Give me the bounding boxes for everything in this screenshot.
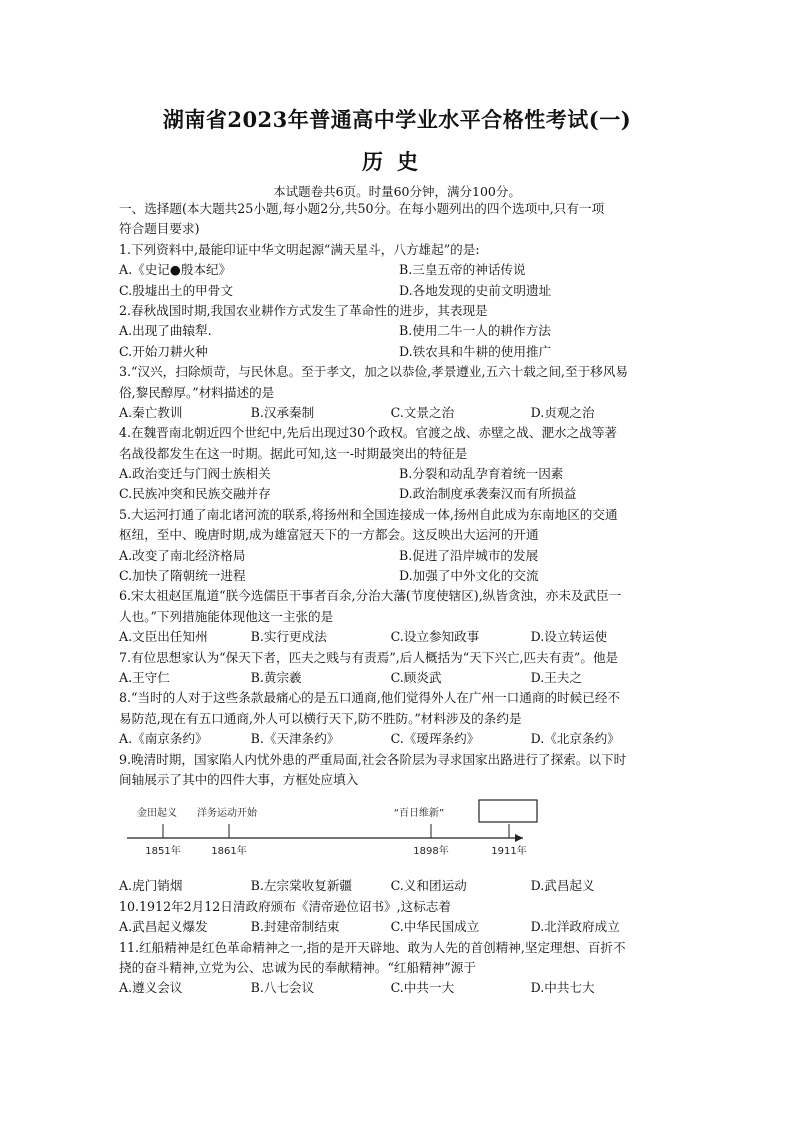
question-11 (119, 938, 679, 999)
subject-title: 历史 (362, 149, 432, 174)
question-2 (119, 301, 679, 362)
answer-option: D.加强了中外文化的交流 (399, 568, 539, 584)
question-stem: 人也。”下列措施能体现他这一主张的是 (119, 608, 334, 624)
answer-option: C.文景之治 (390, 404, 455, 420)
question-stem: 3.“汉兴，扫除烦苛，与民休息。至于孝文，加之以恭俭,孝景遵业,五六十载之间,至于移风易 (119, 364, 629, 380)
section-heading (119, 199, 679, 240)
answer-option: C.民族冲突和民族交融并存 (119, 486, 271, 502)
question-1 (119, 240, 679, 301)
option-row (119, 403, 679, 423)
answer-option: B.促进了沿岸城市的发展 (399, 547, 539, 563)
timeline-figure (119, 794, 679, 876)
option-row (119, 729, 679, 749)
question-3 (119, 362, 679, 423)
question-5 (119, 505, 679, 587)
answer-option: C.顾炎武 (390, 669, 442, 685)
answer-blank-box (479, 800, 537, 822)
answer-option: B.汉承秦制 (250, 404, 315, 420)
answer-option: B.分裂和动乱孕育着统一因素 (399, 466, 564, 482)
option-row (119, 260, 679, 280)
answer-option: C.开始刀耕火种 (119, 343, 208, 359)
option-row (119, 281, 679, 301)
timeline-year: 1851年 (145, 846, 181, 858)
answer-option: A.《史记●殷本纪》 (119, 262, 232, 278)
answer-option: C.义和团运动 (390, 878, 467, 894)
question-stem: 5.大运河打通了南北诸河流的联系,将扬州和全国连接成一体,扬州自此成为东南地区的交通 (119, 506, 618, 522)
option-row (119, 627, 679, 647)
question-stem: 11.红船精神是红色革命精神之一,指的是开天辟地、敢为人先的首创精神,坚定理想、百折不 (119, 939, 626, 955)
answer-option: C.《瑷珲条约》 (390, 731, 480, 747)
option-row (119, 978, 679, 998)
answer-option: A.改变了南北经济格局 (119, 547, 246, 563)
option-row (119, 876, 679, 896)
answer-option: A.《南京条约》 (119, 731, 208, 747)
question-stem: 挠的奋斗精神,立党为公、忠诚为民的奉献精神。“红船精神”源于 (119, 959, 476, 975)
exam-title: 湖南省2023年普通高中学业水平合格性考试(一) (162, 107, 632, 132)
question-stem: 4.在魏晋南北朝近四个世纪中,先后出现过30个政权。官渡之战、赤壁之战、淝水之战等著 (119, 425, 618, 441)
timeline-year: 1911年 (491, 846, 527, 858)
option-row (119, 464, 679, 484)
answer-option: A.出现了曲辕犁. (119, 323, 212, 339)
answer-option: A.遵义会议 (119, 980, 183, 996)
answer-option: B.实行更戍法 (250, 629, 327, 645)
question-7 (119, 648, 679, 689)
answer-option: D.北洋政府成立 (530, 919, 620, 935)
question-stem: 9.晚清时期，国家陷人内忧外患的严重局面,社会各阶层为寻求国家出路进行了探索。以下时 (119, 751, 627, 767)
answer-option: A.政治变迁与门阀士族相关 (119, 466, 271, 482)
answer-option: D.中共七大 (530, 980, 595, 996)
option-row (119, 566, 679, 586)
option-row (119, 484, 679, 504)
section-line: 符合题目要求) (119, 221, 200, 237)
answer-option: B.黄宗羲 (250, 669, 302, 685)
timeline-year: 1861年 (211, 846, 247, 858)
answer-option: A.文臣出任知州 (119, 629, 208, 645)
answer-option: D.王夫之 (530, 669, 583, 685)
answer-option: B.三皇五帝的神话传说 (399, 262, 526, 278)
timeline-event: 金田起义 (137, 808, 177, 820)
question-stem: 6.宋太祖赵匡胤道“朕今选儒臣干事者百余,分治大藩(节度使辖区),纵皆贪浊，亦未及武臣一 (119, 588, 622, 604)
option-row (119, 546, 679, 566)
answer-option: D.《北京条约》 (530, 731, 620, 747)
answer-option: B.左宗棠收复新疆 (250, 878, 353, 894)
answer-option: A.虎门销烟 (119, 878, 183, 894)
timeline-arrow-icon (515, 834, 523, 842)
question-stem: 7.有位思想家认为“保天下者，匹夫之贱与有责焉”,后人概括为“天下兴亡,匹夫有责”。他是 (119, 649, 619, 665)
answer-option: C.中共一大 (390, 980, 455, 996)
question-stem: 1.下列资料中,最能印证中华文明起源“满天星斗，八方雄起”的是: (119, 241, 480, 257)
question-10 (119, 897, 679, 938)
question-6 (119, 586, 679, 647)
question-stem: 名战役都发生在这一时期。据此可知,这一-时期最突出的特征是 (119, 445, 468, 461)
question-stem: 10.1912年2月12日清政府颁布《清帝逊位诏书》,这标志着 (119, 898, 451, 914)
answer-option: D.设立转运使 (530, 629, 608, 645)
answer-option: B.八七会议 (250, 980, 315, 996)
answer-option: A.武昌起义爆发 (119, 919, 208, 935)
timeline-event: “百日维新” (393, 808, 445, 820)
option-row (119, 321, 679, 341)
question-8 (119, 688, 679, 749)
answer-option: B.封建帝制结束 (250, 919, 340, 935)
answer-option: D.铁农具和牛耕的使用推广 (399, 343, 552, 359)
answer-option: A.王守仁 (119, 669, 170, 685)
timeline-event: 洋务运动开始 (197, 808, 257, 820)
option-row (119, 668, 679, 688)
question-stem: 易防范,现在有五口通商,外人可以横行天下,防不胜防。”材料涉及的条约是 (119, 710, 522, 726)
question-stem: 枢纽，至中、晚唐时期,成为雄富冠天下的一方都会。这反映出大运河的开通 (119, 527, 539, 543)
answer-option: C.设立参知政事 (390, 629, 480, 645)
question-4 (119, 423, 679, 505)
question-stem: 8.“当时的人对于这些条款最痛心的是五口通商,他们觉得外人在广州一口通商的时候已经不 (119, 690, 621, 706)
option-row (119, 342, 679, 362)
answer-option: C.殷墟出土的甲骨文 (119, 282, 233, 298)
timeline-svg (119, 794, 539, 876)
answer-option: D.武昌起义 (530, 878, 595, 894)
answer-option: D.贞观之治 (530, 404, 595, 420)
section-line: 一、选择题(本大题共25小题,每小题2分,共50分。在每小题列出的四个选项中,只有一项 (119, 201, 605, 216)
question-stem: 俗,黎民醇厚。”材料描述的是 (119, 384, 275, 400)
question-list (119, 199, 679, 999)
answer-option: C.中华民国成立 (390, 919, 480, 935)
question-9 (119, 750, 679, 897)
answer-option: D.各地发现的史前文明遗址 (399, 282, 552, 298)
answer-option: D.政治制度承袭秦汉而有所损益 (399, 486, 577, 502)
question-stem: 2.春秋战国时期,我国农业耕作方式发生了革命性的进步，其表现是 (119, 302, 488, 318)
option-row (119, 917, 679, 937)
timeline-year: 1898年 (413, 846, 449, 858)
exam-info: 本试题卷共6页。时量60分钟，满分100分。 (273, 184, 521, 199)
answer-option: A.秦亡教训 (119, 404, 183, 420)
answer-option: B.《天津条约》 (250, 731, 340, 747)
answer-option: B.使用二牛一人的耕作方法 (399, 323, 551, 339)
answer-option: C.加快了隋朝统一进程 (119, 568, 246, 584)
question-stem: 间轴展示了其中的四件大事，方框处应填入 (119, 771, 359, 787)
